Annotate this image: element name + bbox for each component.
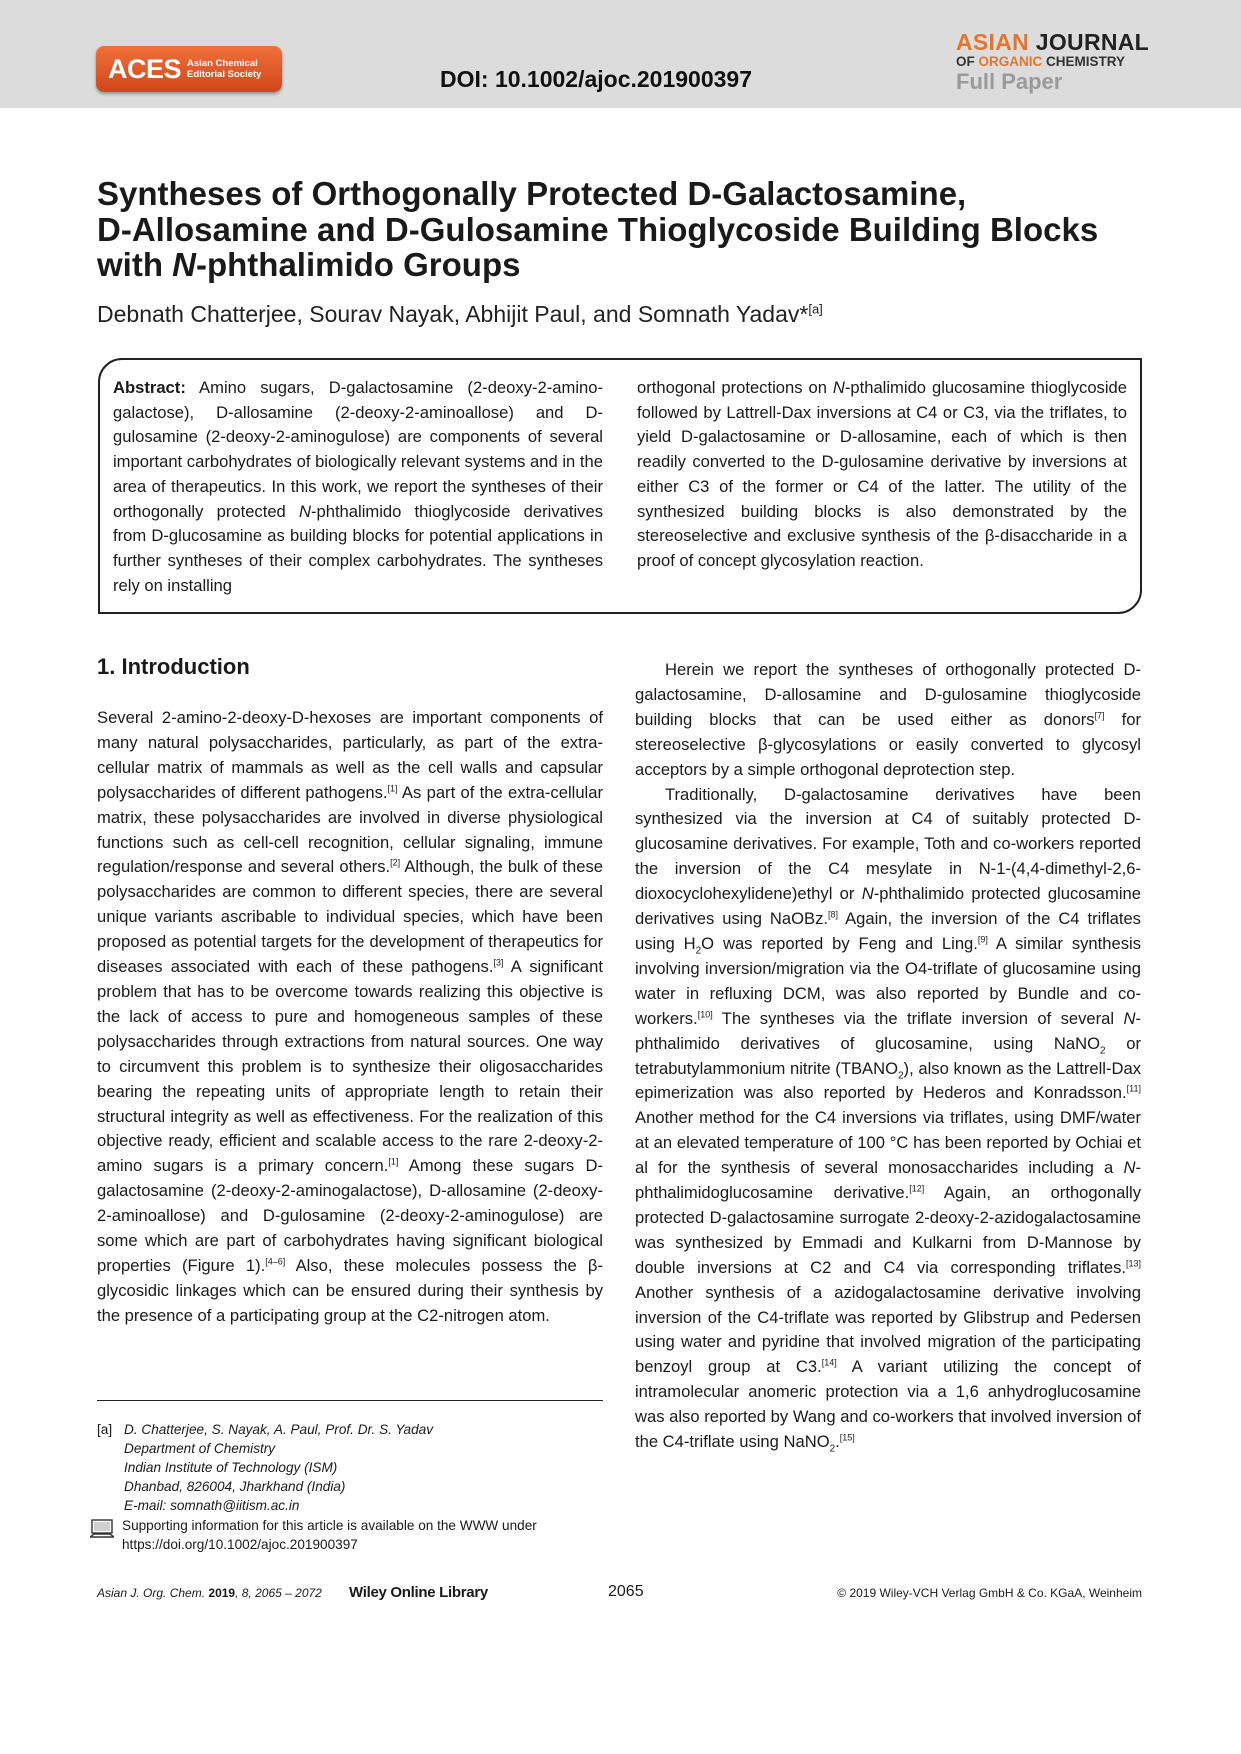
aces-society-name: Asian Chemical Editorial Society: [187, 58, 262, 80]
paper-title: Syntheses of Orthogonally Protected D-Galactosamine, D-Allosamine and D-Gulosamine Thioglycoside Building Blocks with N-phthalimido Groups: [97, 175, 1099, 283]
abstract-label: Abstract:: [113, 378, 186, 397]
aces-logo: [96, 46, 282, 92]
author-list: Debnath Chatterjee, Sourav Nayak, Abhijit Paul, and Somnath Yadav*[a]: [97, 301, 823, 327]
article-doi[interactable]: DOI: 10.1002/ajoc.201900397: [440, 66, 753, 92]
journal-logo: ASIAN JOURNAL OF ORGANIC CHEMISTRY Full Paper: [956, 29, 1150, 94]
section-heading-introduction: 1. Introduction: [97, 654, 250, 679]
citation[interactable]: [8]: [828, 909, 839, 920]
citation[interactable]: [10]: [697, 1009, 713, 1020]
citation[interactable]: [1]: [388, 1156, 399, 1167]
footnote-names: D. Chatterjee, S. Nayak, A. Paul, Prof. Dr. S. Yadav: [124, 1422, 434, 1437]
citation[interactable]: [1]: [387, 783, 398, 794]
intro-paragraph: Several 2-amino-2-deoxy-D-hexoses are important components of many natural polysaccharides, particularly, as part of the extra-cellular matrix of mammals as well as the cell walls and capsular polysaccharides of different pathogens.[1] As part of the extra-cellular matrix, these polysaccharides are involved in diverse physiological functions such as cell-cell recognition, cellular signaling, immune regulation/response and several others.[2] Although, the bulk of these polysaccharides are common to different species, there are several unique variants ascribable to individual species, which have been proposed as potential targets for the development of therapeutics for diseases associated with each of these pathogens.[3] A significant problem that has to be overcome towards realizing this objective is the lack of access to pure and homogeneous samples of these polysaccharides through extractions from natural sources. One way to circumvent this problem is to synthesize their oligosaccharides bearing the repeating units of appropriate length to retain their structural integrity as well as effectiveness. For the realization of this objective ready, efficient and scalable access to the rare 2-deoxy-2-amino sugars is a primary concern.[1] Among these sugars D-galactosamine (2-deoxy-2-aminogalactose), D-allosamine (2-deoxy-2-aminoallose) and D-gulosamine (2-deoxy-2-aminogulose) are some which are part of carbohydrates having significant biological properties (Figure 1).[4–6] Also, these molecules possess the β-glycosidic linkages which can be ensured during their synthesis by the presence of a participating group at the C2-nitrogen atom.: [97, 708, 604, 1325]
copyright-notice: © 2019 Wiley-VCH Verlag GmbH & Co. KGaA, Weinheim: [837, 1586, 1142, 1600]
article-type: Full Paper: [956, 69, 1063, 94]
footnote-institute: Indian Institute of Technology (ISM): [124, 1460, 338, 1475]
footnote-city: Dhanbad, 826004, Jharkhand (India): [124, 1479, 346, 1494]
citation[interactable]: [15]: [839, 1432, 855, 1443]
footnote-divider: [97, 1400, 603, 1401]
citation[interactable]: [12]: [909, 1183, 925, 1194]
citation[interactable]: [13]: [1125, 1258, 1141, 1269]
footer-citation: Asian J. Org. Chem. 2019, 8, 2065 – 2072: [97, 1586, 322, 1600]
supporting-info-text: Supporting information for this article is available on the WWW under: [122, 1518, 537, 1533]
paragraph-traditionally: Traditionally, D-galactosamine derivatives have been synthesized via the inversion at C4 of suitably protected D-glucosamine derivatives. For example, Toth and co-workers reported the inversion of the C4 mesylate in N-1-(4,4-dimethyl-2,6-dioxocyclohexylidene)ethyl or N-phthalimido protected glucosamine derivatives using NaOBz.[8] Again, the inversion of the C4 triflates using $H_2O$ was reported by Feng and Ling.[9] A similar synthesis involving inversion/migration via the O4-triflate of glucosamine using water in refluxing DCM, was also reported by Bundle and co-workers.[10] The syntheses via the triflate inversion of several N-phthalimido derivatives of glucosamine, using NaNO$_2$ or tetrabutylammonium nitrite $(TBANO_2)$, also known as the Lattrell-Dax epimerization was also reported by Hederos and Konradsson.[11] Another method for the C4 inversions via triflates, using DMF/water at an elevated temperature of 100 °C has been reported by Ochiai et al for the synthesis of several monosaccharides including a N-phthalimidoglucosamine derivative.[12] Again, an orthogonally protected D-galactosamine surrogate 2-deoxy-2-azidogalactosamine was synthesized by Emmadi and Kulkarni from D-Mannose by double inversions at C2 and C4 via corresponding triflates.[13] Another synthesis of a azidogalactosamine derivative involving inversion of the C4-triflate was reported by Glibstrup and Pedersen using water and pyridine that involved migration of the participating benzoyl group at C3.[14] A variant utilizing the concept of intramolecular anomeric protection via a 1,6 anhydroglucosamine was also reported by Wang and co-workers that involved inversion of the C4-triflate using NaNO$_2$.[15]: [635, 784, 1142, 1455]
citation[interactable]: [4–6]: [265, 1256, 286, 1267]
computer-icon: [90, 1519, 114, 1539]
footnote-email[interactable]: E-mail: somnath@iitism.ac.in: [124, 1498, 300, 1513]
page-number: 2065: [608, 1583, 644, 1600]
supporting-info-link[interactable]: https://doi.org/10.1002/ajoc.201900397: [122, 1537, 358, 1552]
page-footer: [97, 1584, 1142, 1608]
citation[interactable]: [9]: [977, 934, 988, 945]
footnote-department: Department of Chemistry: [124, 1441, 276, 1456]
footnote-marker: [a]: [97, 1422, 113, 1437]
supporting-info-note: [90, 1516, 603, 1554]
citation[interactable]: [11]: [1126, 1083, 1141, 1094]
citation[interactable]: [14]: [821, 1357, 837, 1368]
aces-logo-word: ACES: [108, 53, 182, 84]
citation[interactable]: [3]: [493, 957, 504, 968]
abstract-text-right: orthogonal protections on N-pthalimido glucosamine thioglycoside followed by Lattrell-Dax inversions at C4 or C3, via the triflates, to yield D-galactosamine or D-allosamine, each of which is then readily converted to the D-gulosamine derivative by inversions at either C3 of the former or C4 of the latter. The utility of the synthesized building blocks is also demonstrated by the stereoselective and exclusive synthesis of the β-disaccharide in a proof of concept glycosylation reaction.: [637, 378, 1128, 570]
citation[interactable]: [7]: [1094, 710, 1105, 721]
affiliation-marker: [a]: [808, 301, 823, 317]
abstract-text-left: Abstract: Amino sugars, D-galactosamine (2-deoxy-2-amino-galactose), D-allosamine (2-deoxy-2-aminoallose) and D-gulosamine (2-deoxy-2-aminogulose) are components of several important carbohydrates of biologically relevant systems and in the area of therapeutics. In this work, we report the syntheses of their orthogonally protected N-phthalimido thioglycoside derivatives from D-glucosamine as building blocks for potential applications in further syntheses of their complex carbohydrates. The syntheses rely on installing: [113, 378, 603, 595]
right-column-text: [635, 658, 1141, 1455]
wiley-online-library-link[interactable]: Wiley Online Library: [349, 1584, 488, 1601]
affiliation-footnote: [97, 1420, 603, 1515]
paragraph-herein: Herein we report the syntheses of orthogonally protected D-galactosamine, D-allosamine and D-gulosamine thioglycoside building blocks that can be used either as donors[7] for stereoselective β-glycosylations or easily converted to glycosyl acceptors by a simple orthogonal deprotection step.: [635, 660, 1141, 779]
citation[interactable]: [2]: [390, 857, 401, 868]
